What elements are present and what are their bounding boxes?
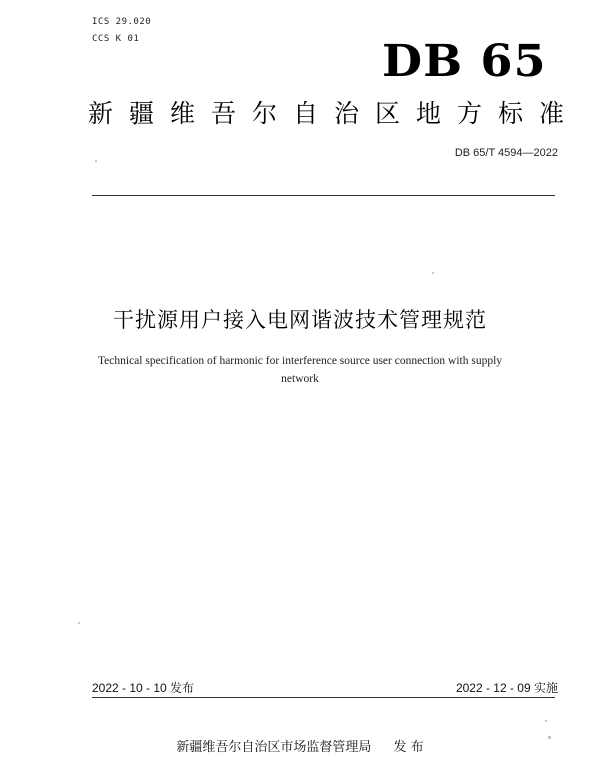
issuer-name: 新疆维吾尔自治区市场监督管理局 [176, 740, 372, 755]
scan-speck [545, 720, 547, 722]
scan-speck [548, 736, 551, 739]
scan-speck [432, 272, 434, 274]
ccs-code: CCS K 01 [92, 34, 140, 44]
scan-speck [78, 622, 80, 624]
implementation-date: 2022 - 12 - 09 实施 [455, 681, 558, 695]
footer-divider [92, 697, 555, 698]
title-chinese: 干扰源用户接入电网谐波技术管理规范 [113, 308, 487, 332]
title-english: Technical specification of harmonic for interference source user connection with supply network [97, 355, 503, 385]
issue-date: 2022 - 10 - 10 发布 [92, 681, 195, 695]
ics-code: ICS 29.020 [92, 17, 152, 27]
header-divider [92, 195, 555, 196]
db-logo: DB 65 [382, 36, 547, 87]
standard-category: 新疆维吾尔自治区地方标准 [88, 99, 581, 128]
issuer-line [0, 736, 600, 755]
scan-speck [95, 160, 97, 162]
classification-codes [92, 14, 151, 48]
standard-number: DB 65/T 4594—2022 [454, 147, 558, 159]
issuer-action: 发 布 [393, 740, 424, 755]
